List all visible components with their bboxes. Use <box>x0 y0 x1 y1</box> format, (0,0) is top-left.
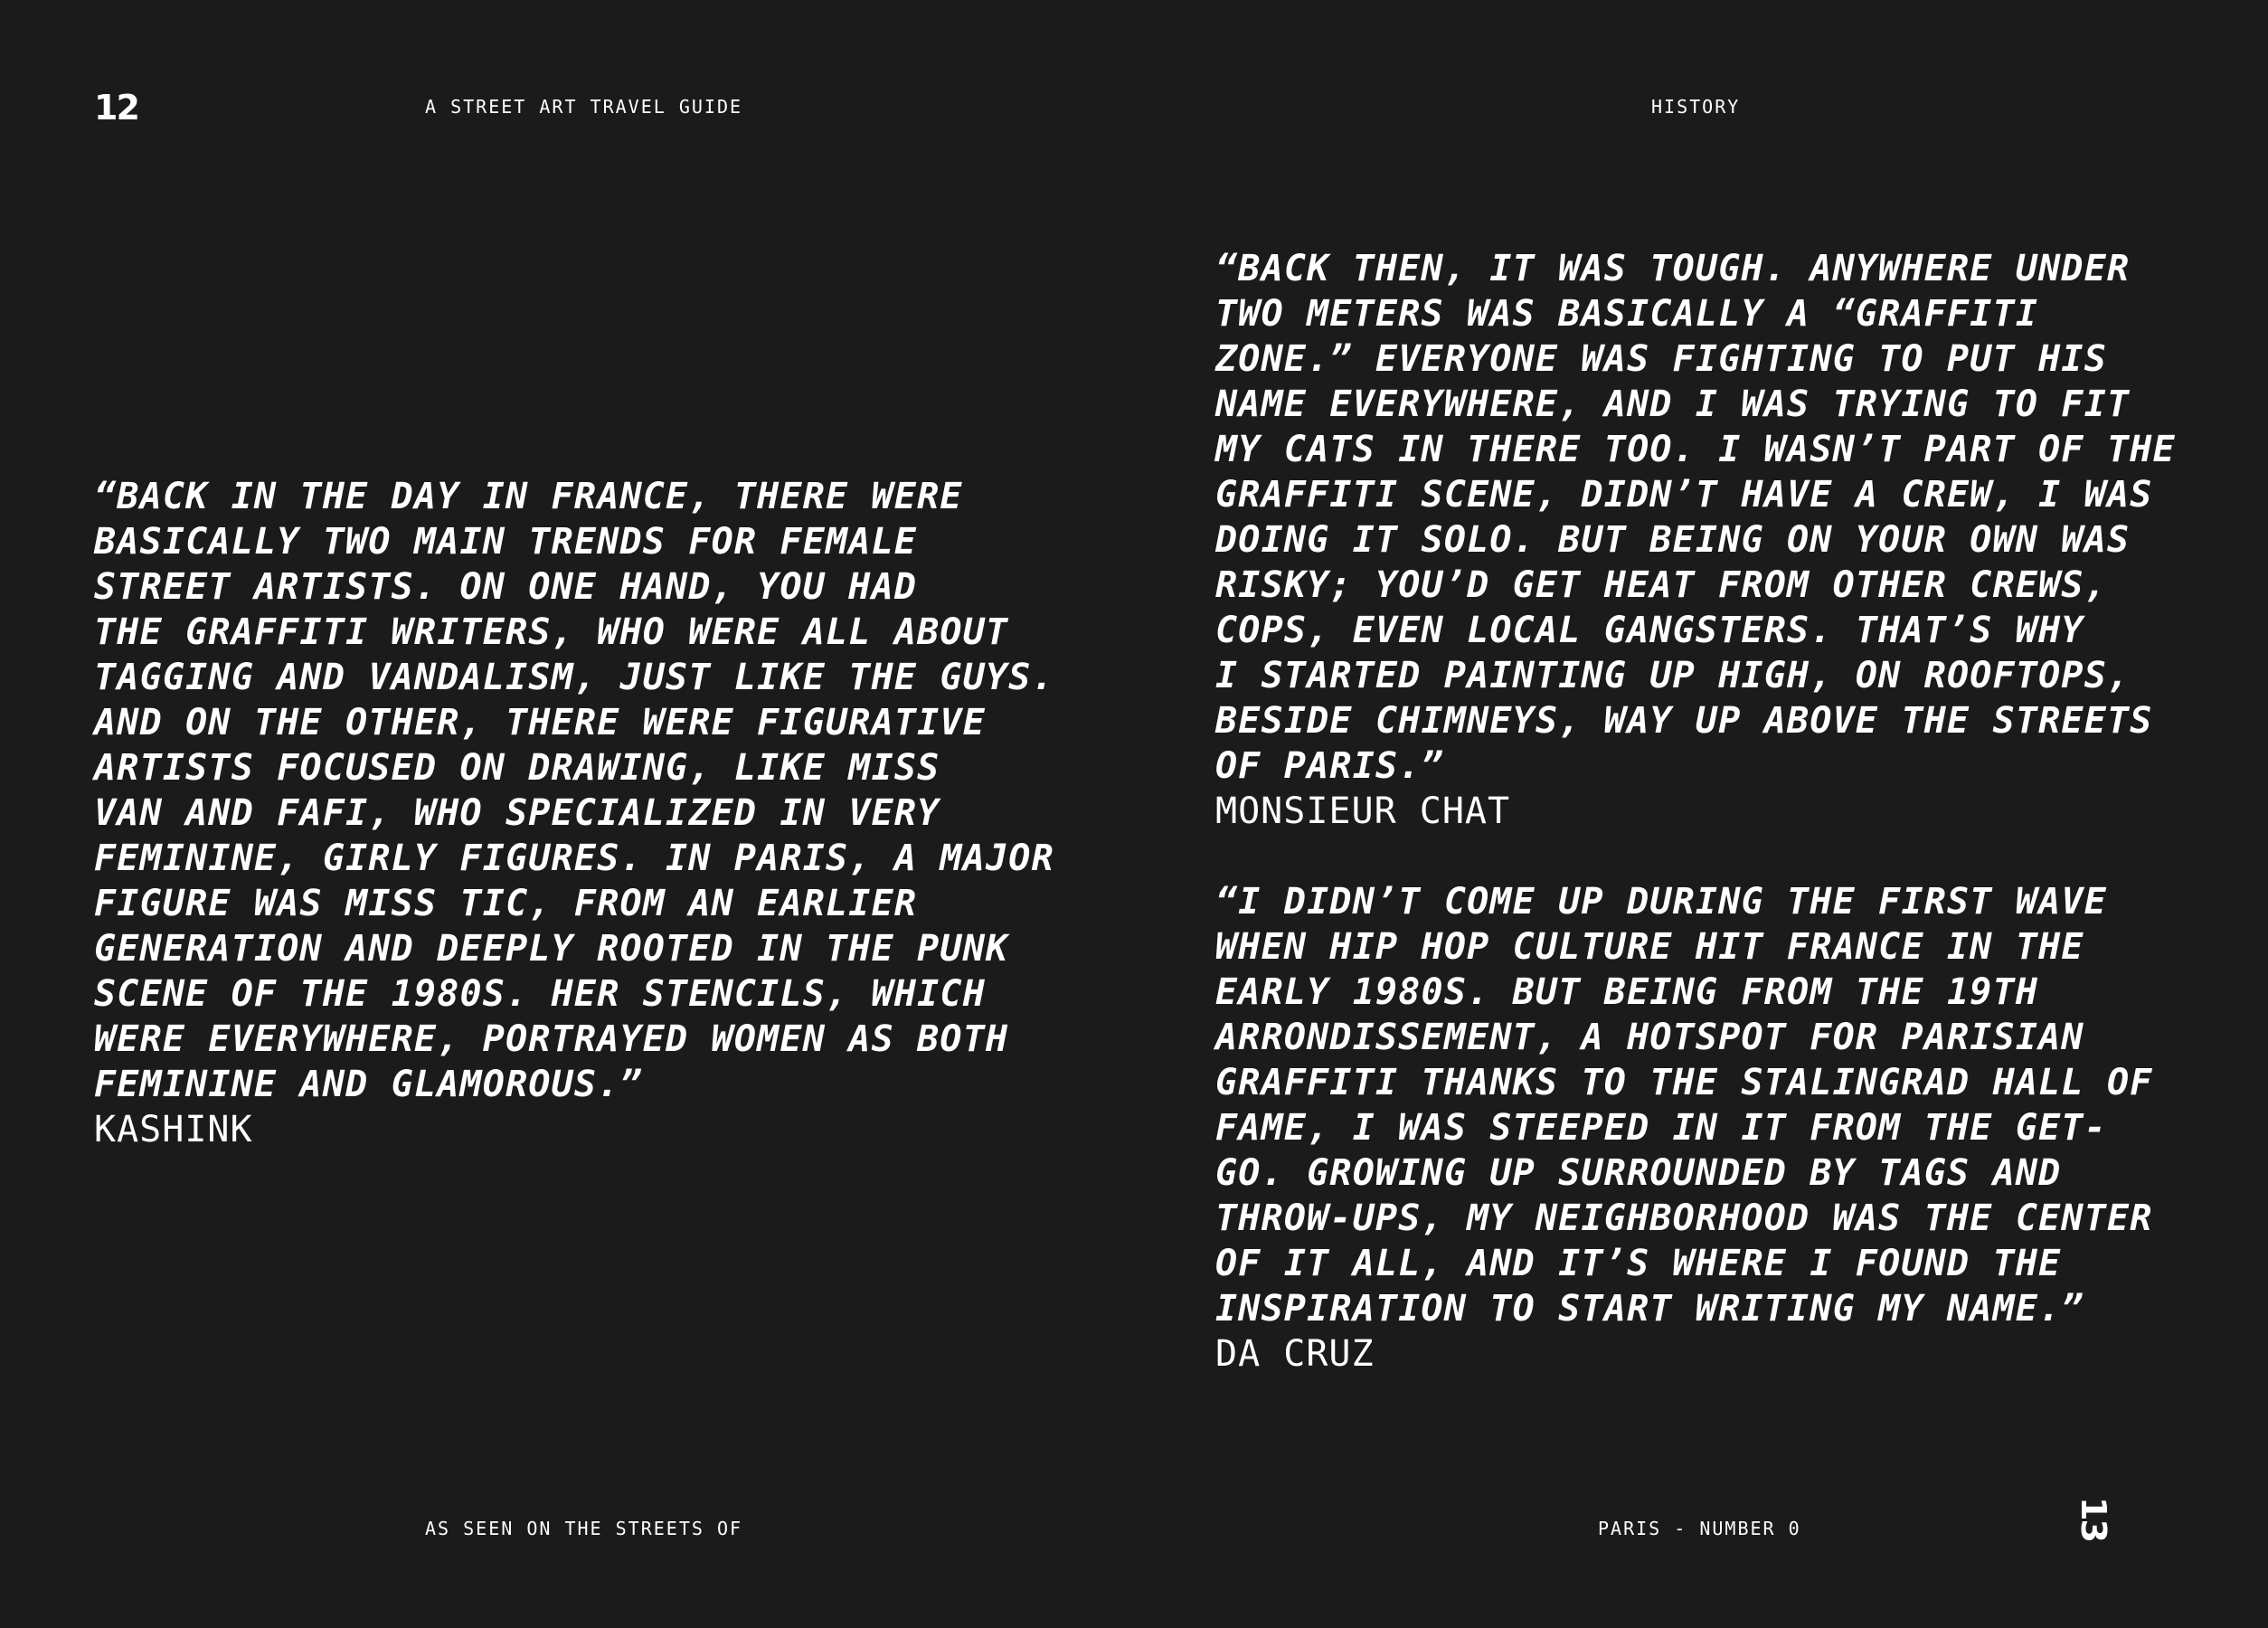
quote-author: MONSIEUR CHAT <box>1215 790 1511 832</box>
page-number-left: 12 <box>94 88 138 128</box>
quote-block-da-cruz <box>1215 879 2210 1377</box>
quote-text: “BACK THEN, IT WAS TOUGH. ANYWHERE UNDER TWO METERS WAS BASICALLY A “GRAFFITI ZONE.” EVERYONE WAS FIGHTING TO PUT HIS NAME EVERYWHERE, AND I WAS TRYING TO FIT MY CATS IN THERE TOO. I WASN’T PART OF THE GRAFFITI SCENE, DIDN’T HAVE A CREW, I WAS DOING IT SOLO. BUT BEING ON YOUR OWN WAS RISKY; YOU’D GET HEAT FROM OTHER CREWS, COPS, EVEN LOCAL GANGSTERS. THAT’S WHY I STARTED PAINTING UP HIGH, ON ROOFTOPS, BESIDE CHIMNEYS, WAY UP ABOVE THE STREETS OF PARIS.” <box>1215 248 2176 787</box>
quote-author: DA CRUZ <box>1215 1333 1375 1375</box>
quote-text: “BACK IN THE DAY IN FRANCE, THERE WERE BASICALLY TWO MAIN TRENDS FOR FEMALE STREET ARTISTS. ON ONE HAND, YOU HAD THE GRAFFITI WRITERS, WHO WERE ALL ABOUT TAGGING AND VANDALISM, JUST LIKE THE GUYS. AND ON THE OTHER, THERE WERE FIGURATIVE ARTISTS FOCUSED ON DRAWING, LIKE MISS VAN AND FAFI, WHO SPECIALIZED IN VERY FEMININE, GIRLY FIGURES. IN PARIS, A MAJOR FIGURE WAS MISS TIC, FROM AN EARLIER GENERATION AND DEEPLY ROOTED IN THE PUNK SCENE OF THE 1980S. HER STENCILS, WHICH WERE EVERYWHERE, PORTRAYED WOMEN AS BOTH FEMININE AND GLAMOROUS.” <box>94 476 1054 1105</box>
quote-block-kashink <box>94 474 1089 1152</box>
running-title-left: A STREET ART TRAVEL GUIDE <box>425 96 743 118</box>
footer-text-left: AS SEEN ON THE STREETS OF <box>425 1518 743 1539</box>
quote-block-monsieur-chat <box>1215 246 2210 834</box>
page-number-right: 13 <box>2074 1497 2113 1541</box>
footer-text-right: PARIS - NUMBER 0 <box>1598 1518 1801 1539</box>
running-title-right: HISTORY <box>1651 96 1741 118</box>
quote-author: KASHINK <box>94 1109 253 1150</box>
quote-text: “I DIDN’T COME UP DURING THE FIRST WAVE WHEN HIP HOP CULTURE HIT FRANCE IN THE EARLY 1980S. BUT BEING FROM THE 19TH ARRONDISSEMENT, A HOTSPOT FOR PARISIAN GRAFFITI THANKS TO THE STALINGRAD HALL OF FAME, I WAS STEEPED IN IT FROM THE GET- GO. GROWING UP SURROUNDED BY TAGS AND THROW-UPS, MY NEIGHBORHOOD WAS THE CENTER OF IT ALL, AND IT’S WHERE I FOUND THE INSPIRATION TO START WRITING MY NAME.” <box>1215 881 2153 1330</box>
